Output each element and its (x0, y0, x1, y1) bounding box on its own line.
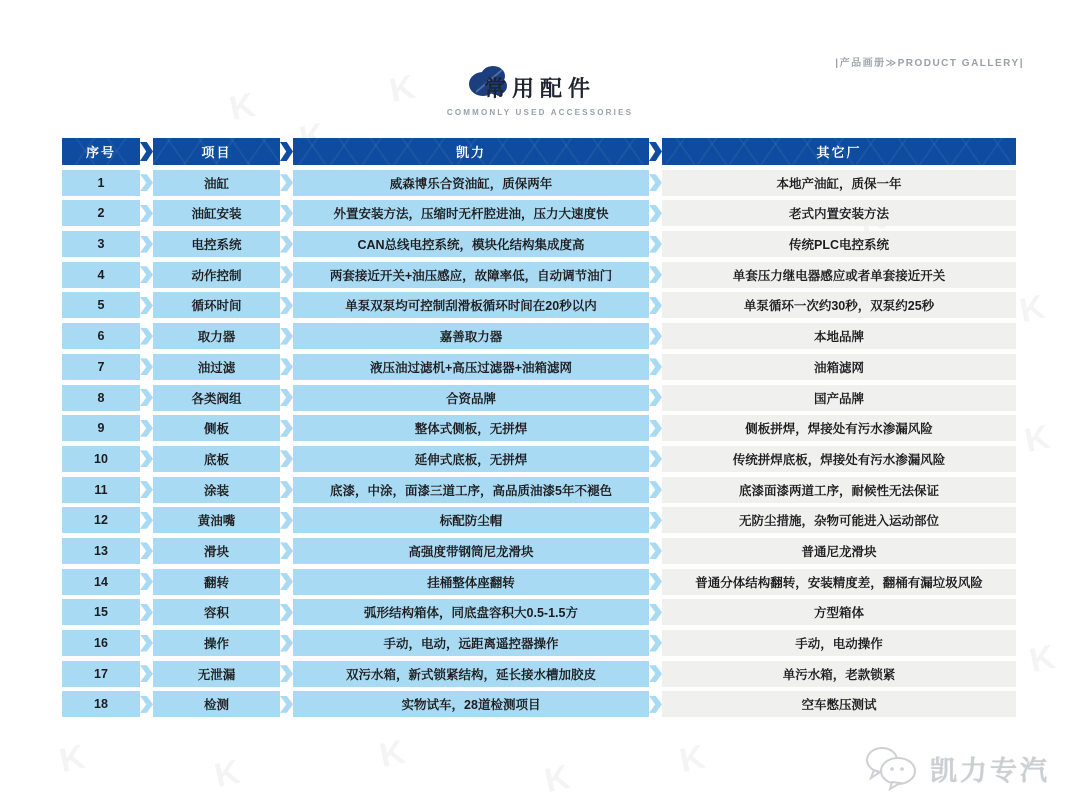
chevron-right-icon (649, 358, 662, 375)
row-index-cell: 10 (62, 446, 140, 472)
row-divider (649, 507, 662, 533)
row-item-cell: 翻转 (153, 569, 280, 595)
row-divider (280, 415, 293, 441)
header-cell-kaili: 凯力 (293, 138, 649, 165)
row-divider (280, 170, 293, 196)
row-divider (280, 661, 293, 687)
row-index-cell: 6 (62, 323, 140, 349)
row-divider (280, 323, 293, 349)
chevron-right-icon (280, 297, 293, 314)
chevron-right-icon (140, 389, 153, 406)
row-index-cell: 13 (62, 538, 140, 564)
row-kaili-cell: 整体式侧板，无拼焊 (293, 415, 649, 441)
chevron-right-icon (649, 297, 662, 314)
row-item-cell: 容积 (153, 599, 280, 625)
chevron-right-icon (280, 481, 293, 498)
row-divider (649, 630, 662, 656)
row-other-cell: 本地产油缸，质保一年 (662, 170, 1016, 196)
row-divider (280, 691, 293, 717)
row-kaili-cell: 底漆，中涂，面漆三道工序，高品质油漆5年不褪色 (293, 477, 649, 503)
chevron-right-icon (280, 236, 293, 253)
chevron-right-icon (140, 542, 153, 559)
row-index-cell: 8 (62, 385, 140, 411)
row-divider (649, 323, 662, 349)
row-kaili-cell: 挂桶整体座翻转 (293, 569, 649, 595)
row-divider (140, 200, 153, 226)
row-item-cell: 滑块 (153, 538, 280, 564)
row-index-cell: 1 (62, 170, 140, 196)
row-divider (649, 354, 662, 380)
title-block (0, 72, 1080, 117)
row-divider (280, 477, 293, 503)
row-index-cell: 17 (62, 661, 140, 687)
chevron-right-icon (140, 358, 153, 375)
chevron-right-icon (649, 481, 662, 498)
row-item-cell: 电控系统 (153, 231, 280, 257)
row-other-cell: 国产品牌 (662, 385, 1016, 411)
chevron-right-icon (280, 604, 293, 621)
row-other-cell: 手动，电动操作 (662, 630, 1016, 656)
row-divider (140, 630, 153, 656)
row-index-cell: 9 (62, 415, 140, 441)
row-other-cell: 油箱滤网 (662, 354, 1016, 380)
row-kaili-cell: 单泵双泵均可控制刮滑板循环时间在20秒以内 (293, 292, 649, 318)
row-item-cell: 油缸安装 (153, 200, 280, 226)
row-divider (280, 569, 293, 595)
row-other-cell: 无防尘措施，杂物可能进入运动部位 (662, 507, 1016, 533)
row-divider (649, 170, 662, 196)
chevron-right-icon (280, 174, 293, 191)
row-divider (140, 354, 153, 380)
chevron-right-icon (649, 604, 662, 621)
row-item-cell: 取力器 (153, 323, 280, 349)
row-index-cell: 3 (62, 231, 140, 257)
row-divider (649, 292, 662, 318)
chevron-right-icon (140, 512, 153, 529)
row-divider (649, 477, 662, 503)
row-divider (140, 569, 153, 595)
chevron-right-icon (140, 573, 153, 590)
row-kaili-cell: 双污水箱，新式锁紧结构，延长接水槽加胶皮 (293, 661, 649, 687)
chevron-right-icon (649, 542, 662, 559)
row-kaili-cell: 两套接近开关+油压感应，故障率低，自动调节油门 (293, 262, 649, 288)
chevron-right-icon (280, 542, 293, 559)
row-divider (140, 292, 153, 318)
row-other-cell: 老式内置安装方法 (662, 200, 1016, 226)
row-divider (649, 599, 662, 625)
chevron-right-icon (140, 236, 153, 253)
footer-logo (862, 744, 1050, 792)
chevron-right-icon (140, 328, 153, 345)
row-index-cell: 16 (62, 630, 140, 656)
row-divider (140, 446, 153, 472)
chevron-right-icon (649, 512, 662, 529)
chevron-right-icon (280, 205, 293, 222)
chevron-right-icon (649, 635, 662, 652)
row-kaili-cell: 手动，电动，远距离遥控器操作 (293, 630, 649, 656)
row-divider (649, 661, 662, 687)
row-other-cell: 底漆面漆两道工序，耐候性无法保证 (662, 477, 1016, 503)
row-other-cell: 单污水箱，老款锁紧 (662, 661, 1016, 687)
chevron-right-icon (140, 481, 153, 498)
row-divider (280, 599, 293, 625)
chevron-right-icon (280, 573, 293, 590)
row-kaili-cell: 标配防尘帽 (293, 507, 649, 533)
row-index-cell: 14 (62, 569, 140, 595)
chevron-right-icon (649, 420, 662, 437)
row-kaili-cell: 高强度带钢筒尼龙滑块 (293, 538, 649, 564)
row-index-cell: 12 (62, 507, 140, 533)
chevron-right-icon (140, 205, 153, 222)
row-divider (649, 538, 662, 564)
row-other-cell: 普通分体结构翻转，安装精度差，翻桶有漏垃圾风险 (662, 569, 1016, 595)
chevron-right-icon (280, 389, 293, 406)
chevron-right-icon (280, 512, 293, 529)
row-other-cell: 单泵循环一次约30秒，双泵约25秒 (662, 292, 1016, 318)
chevron-right-icon (649, 328, 662, 345)
row-divider (649, 262, 662, 288)
row-item-cell: 无泄漏 (153, 661, 280, 687)
chevron-right-icon (140, 266, 153, 283)
chevron-right-icon (280, 696, 293, 713)
row-other-cell: 传统拼焊底板，焊接处有污水渗漏风险 (662, 446, 1016, 472)
row-divider (280, 231, 293, 257)
chevron-right-icon (649, 142, 662, 161)
row-item-cell: 操作 (153, 630, 280, 656)
row-item-cell: 底板 (153, 446, 280, 472)
chevron-right-icon (649, 236, 662, 253)
row-item-cell: 油过滤 (153, 354, 280, 380)
row-kaili-cell: 液压油过滤机+高压过滤器+油箱滤网 (293, 354, 649, 380)
row-divider (140, 415, 153, 441)
row-divider (280, 262, 293, 288)
chevron-right-icon (140, 696, 153, 713)
chevron-right-icon (280, 266, 293, 283)
row-divider (649, 691, 662, 717)
header-cell-index: 序号 (62, 138, 140, 165)
row-kaili-cell: CAN总线电控系统，模块化结构集成度高 (293, 231, 649, 257)
chevron-right-icon (280, 635, 293, 652)
row-other-cell: 方型箱体 (662, 599, 1016, 625)
chevron-right-icon (649, 266, 662, 283)
row-divider (140, 691, 153, 717)
chevron-right-icon (280, 665, 293, 682)
row-index-cell: 7 (62, 354, 140, 380)
row-item-cell: 动作控制 (153, 262, 280, 288)
row-divider (140, 661, 153, 687)
row-kaili-cell: 延伸式底板，无拼焊 (293, 446, 649, 472)
row-item-cell: 各类阀组 (153, 385, 280, 411)
row-divider (140, 231, 153, 257)
row-divider (140, 477, 153, 503)
row-divider (140, 507, 153, 533)
chevron-right-icon (649, 573, 662, 590)
row-index-cell: 11 (62, 477, 140, 503)
chevron-right-icon (140, 142, 153, 161)
row-divider (649, 446, 662, 472)
row-divider (140, 170, 153, 196)
chevron-right-icon (649, 174, 662, 191)
footer-logo-text: 凯力专汽 (930, 755, 1050, 786)
row-other-cell: 传统PLC电控系统 (662, 231, 1016, 257)
row-kaili-cell: 外置安装方法，压缩时无杆腔进油，压力大速度快 (293, 200, 649, 226)
chevron-right-icon (140, 297, 153, 314)
chevron-right-icon (140, 604, 153, 621)
row-divider (140, 385, 153, 411)
comparison-table (62, 138, 1016, 717)
row-item-cell: 循环时间 (153, 292, 280, 318)
row-index-cell: 2 (62, 200, 140, 226)
chevron-right-icon (280, 328, 293, 345)
chevron-right-icon (280, 142, 293, 161)
page-subtitle: COMMONLY USED ACCESSORIES (446, 108, 634, 117)
row-divider (280, 292, 293, 318)
row-divider (649, 385, 662, 411)
chevron-right-icon (649, 696, 662, 713)
header-divider (140, 138, 153, 165)
chevron-right-icon (280, 450, 293, 467)
chevron-right-icon (649, 389, 662, 406)
row-other-cell: 侧板拼焊，焊接处有污水渗漏风险 (662, 415, 1016, 441)
row-divider (140, 262, 153, 288)
chevron-right-icon (649, 205, 662, 222)
chevron-right-icon (280, 420, 293, 437)
row-item-cell: 检测 (153, 691, 280, 717)
row-other-cell: 普通尼龙滑块 (662, 538, 1016, 564)
chevron-right-icon (649, 450, 662, 467)
row-divider (140, 538, 153, 564)
row-kaili-cell: 威森博乐合资油缸，质保两年 (293, 170, 649, 196)
row-index-cell: 18 (62, 691, 140, 717)
row-kaili-cell: 实物试车，28道检测项目 (293, 691, 649, 717)
row-other-cell: 本地品牌 (662, 323, 1016, 349)
speech-bubbles-logo-icon (862, 744, 924, 792)
row-divider (649, 415, 662, 441)
row-other-cell: 空车憋压测试 (662, 691, 1016, 717)
row-item-cell: 涂装 (153, 477, 280, 503)
row-divider (280, 630, 293, 656)
corner-label: |产品画册≫PRODUCT GALLERY| (835, 58, 1024, 69)
chevron-right-icon (140, 450, 153, 467)
row-divider (280, 446, 293, 472)
chevron-right-icon (140, 635, 153, 652)
chevron-right-icon (649, 665, 662, 682)
row-item-cell: 黄油嘴 (153, 507, 280, 533)
header-cell-item: 项目 (153, 138, 280, 165)
row-divider (280, 385, 293, 411)
row-index-cell: 5 (62, 292, 140, 318)
row-divider (280, 507, 293, 533)
row-divider (140, 323, 153, 349)
row-item-cell: 油缸 (153, 170, 280, 196)
page-title: 常用配件 (483, 76, 596, 101)
chevron-right-icon (140, 665, 153, 682)
row-other-cell: 单套压力继电器感应或者单套接近开关 (662, 262, 1016, 288)
row-index-cell: 4 (62, 262, 140, 288)
row-kaili-cell: 合资品牌 (293, 385, 649, 411)
header-divider (649, 138, 662, 165)
row-divider (649, 231, 662, 257)
chevron-right-icon (140, 174, 153, 191)
row-kaili-cell: 弧形结构箱体，同底盘容积大0.5-1.5方 (293, 599, 649, 625)
row-divider (649, 569, 662, 595)
header-divider (280, 138, 293, 165)
row-index-cell: 15 (62, 599, 140, 625)
row-kaili-cell: 嘉善取力器 (293, 323, 649, 349)
row-divider (280, 538, 293, 564)
header-cell-other: 其它厂 (662, 138, 1016, 165)
row-item-cell: 侧板 (153, 415, 280, 441)
row-divider (280, 200, 293, 226)
row-divider (140, 599, 153, 625)
chevron-right-icon (280, 358, 293, 375)
row-divider (649, 200, 662, 226)
row-divider (280, 354, 293, 380)
chevron-right-icon (140, 420, 153, 437)
